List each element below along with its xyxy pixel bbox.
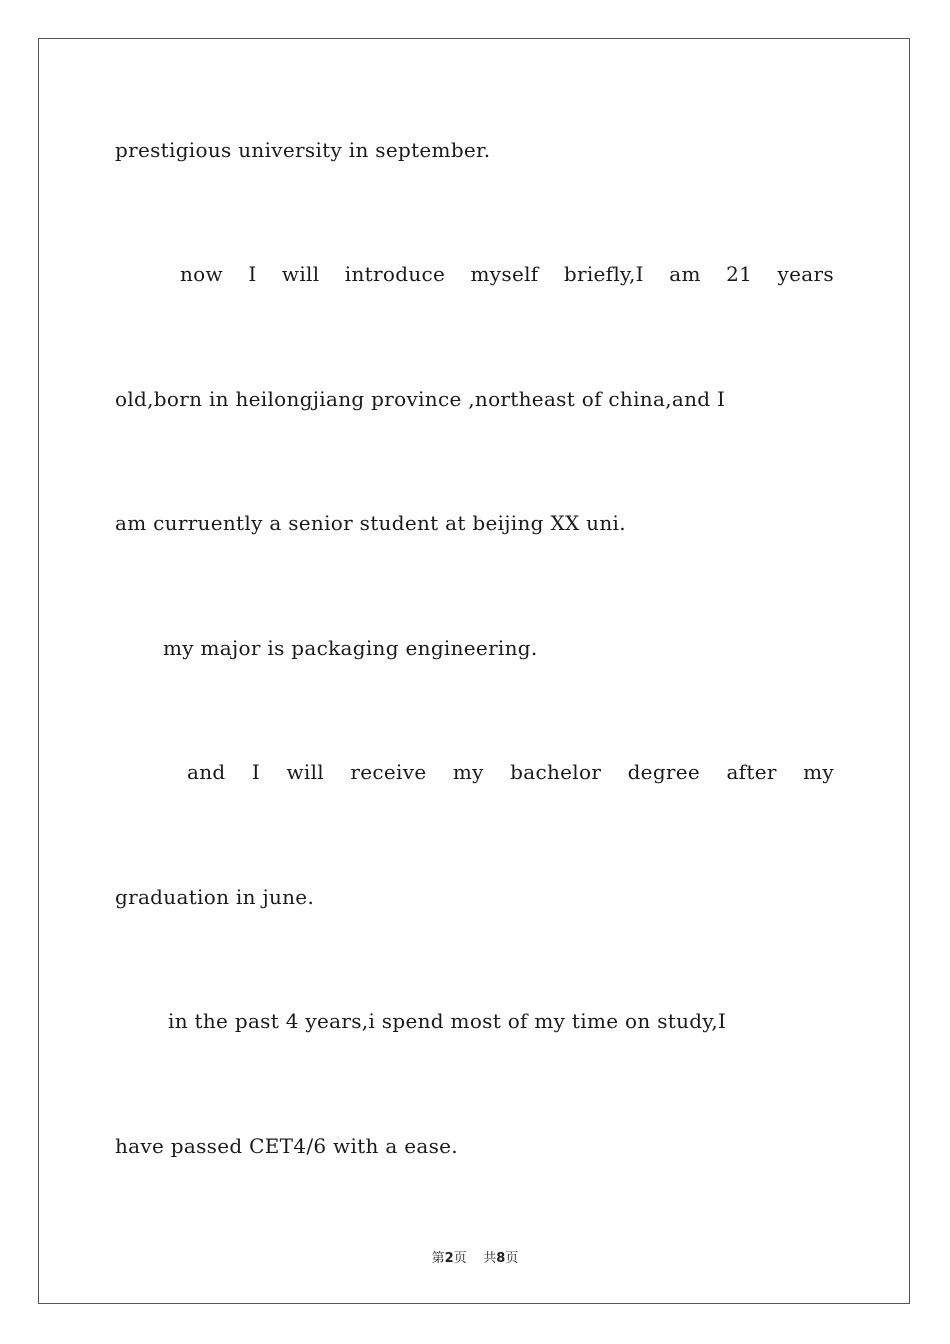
page-prefix: 第: [431, 1251, 445, 1266]
word: after: [726, 760, 777, 784]
word: am: [669, 262, 701, 286]
total-prefix: 共: [483, 1251, 497, 1266]
total-suffix: 页: [505, 1251, 519, 1266]
text-line-1: prestigious university in september.: [115, 138, 491, 162]
text-line-2: [180, 261, 834, 287]
text-line-7: graduation in june.: [115, 885, 315, 909]
word: my: [452, 760, 484, 784]
word: years: [777, 262, 834, 286]
word: 21: [726, 262, 753, 286]
total-pages: 8: [496, 1251, 506, 1266]
word: receive: [350, 760, 427, 784]
word: will: [286, 760, 325, 784]
word: briefly,I: [563, 262, 644, 286]
word: now: [180, 262, 223, 286]
text-line-8: in the past 4 years,i spend most of my time on study,I: [168, 1009, 727, 1033]
word: will: [281, 262, 320, 286]
word: bachelor: [510, 760, 602, 784]
word: introduce: [344, 262, 446, 286]
word: I: [248, 262, 257, 286]
text-line-4: am curruently a senior student at beijing XX uni.: [115, 511, 626, 535]
page-number: 2: [444, 1251, 454, 1266]
page-border: [38, 38, 910, 1304]
text-line-6: [187, 759, 834, 785]
word: I: [251, 760, 261, 784]
word: myself: [470, 262, 539, 286]
text-line-5: my major is packaging engineering.: [163, 636, 538, 660]
page-suffix: 页: [453, 1251, 467, 1266]
word: degree: [627, 760, 701, 784]
page-footer: [0, 1247, 950, 1266]
text-line-3: old,born in heilongjiang province ,northeast of china,and I: [115, 387, 726, 411]
word: my: [803, 760, 834, 784]
word: and: [187, 760, 226, 784]
text-line-9: have passed CET4/6 with a ease.: [115, 1134, 458, 1158]
